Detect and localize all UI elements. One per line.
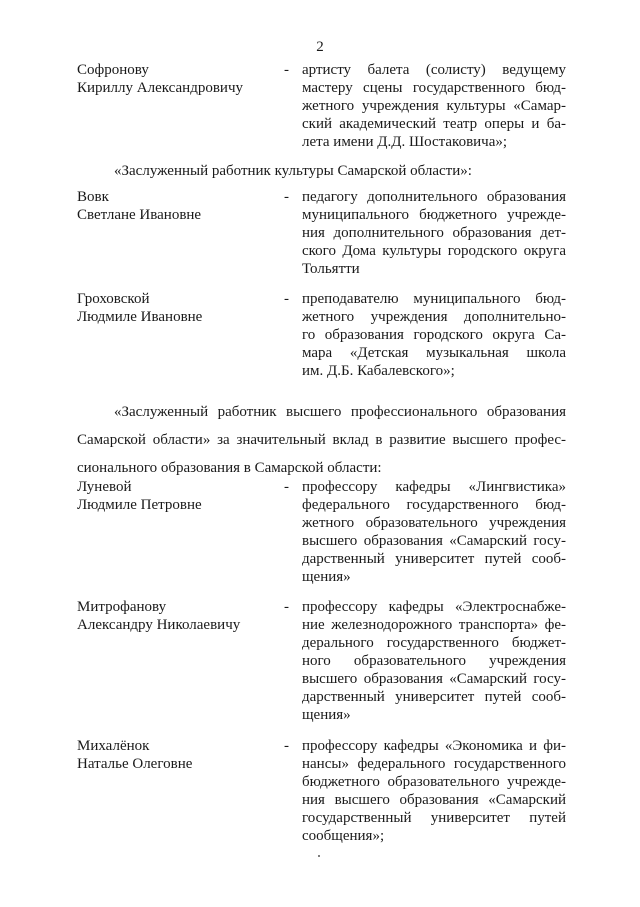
position-line: лета имени Д.Д. Шостаковича»;: [302, 134, 508, 150]
heading-line: Самарской области» за значительный вклад в развитие высшего профес-: [77, 432, 566, 448]
page-number: 2: [316, 39, 324, 55]
heading-line: «Заслуженный работник культуры Самарской области»:: [114, 163, 472, 179]
heading-line: сионального образования в Самарской области:: [77, 460, 382, 476]
recipient-position: [302, 290, 566, 380]
position-line: мастеру сцены государственного бюд-: [302, 80, 566, 96]
recipient-name: [77, 188, 277, 224]
dash-separator: -: [284, 62, 289, 78]
position-line: дарственный университет путей сооб-: [302, 551, 566, 567]
position-line: высшего образования «Самарский госу-: [302, 671, 566, 687]
recipient-name: [77, 737, 277, 773]
position-line: ния дополнительного образования дет-: [302, 225, 566, 241]
award-title-heading: [77, 162, 566, 180]
position-line: го образования городского округа Са-: [302, 327, 566, 343]
position-line: ние железнодорожного транспорта» фе-: [302, 617, 566, 633]
position-line: ский академический театр оперы и ба-: [302, 116, 566, 132]
recipient-position: [302, 61, 566, 151]
dash-separator: -: [284, 738, 289, 754]
heading-line: «Заслуженный работник высшего профессионального образования: [114, 404, 566, 420]
position-line: педагогу дополнительного образования: [302, 189, 566, 205]
surname: Софронову: [77, 62, 149, 78]
scan-speck: [318, 855, 320, 857]
position-line: ного образовательного учреждения: [302, 653, 566, 669]
recipient-name: [77, 598, 277, 634]
position-line: дерального государственного бюджет-: [302, 635, 566, 651]
recipient-name: [77, 478, 277, 514]
surname: Митрофанову: [77, 599, 167, 615]
position-line: преподавателю муниципального бюд-: [302, 291, 566, 307]
position-line: высшего образования «Самарский госу-: [302, 533, 566, 549]
position-line: мара «Детская музыкальная школа: [302, 345, 566, 361]
position-line: щения»: [302, 707, 351, 723]
surname: Гроховской: [77, 291, 150, 307]
recipient-position: [302, 737, 566, 845]
position-line: нансы» федерального государственного: [302, 756, 566, 772]
dash-separator: -: [284, 189, 289, 205]
position-line: профессору кафедры «Лингвистика»: [302, 479, 566, 495]
recipient-name: [77, 290, 277, 326]
position-line: им. Д.Б. Кабалевского»;: [302, 363, 455, 379]
given-names: Светлане Ивановне: [77, 207, 202, 223]
given-names: Наталье Олеговне: [77, 756, 193, 772]
position-line: жетного учреждения дополнительно-: [302, 309, 566, 325]
position-line: бюджетного образовательного учрежде-: [302, 774, 566, 790]
recipient-name: [77, 61, 277, 97]
position-line: ния высшего образования «Самарский: [302, 792, 566, 808]
recipient-position: [302, 478, 566, 586]
given-names: Людмиле Петровне: [77, 497, 202, 513]
position-line: профессору кафедры «Экономика и фи-: [302, 738, 566, 754]
dash-separator: -: [284, 291, 289, 307]
dash-separator: -: [284, 599, 289, 615]
position-line: щения»: [302, 569, 351, 585]
position-line: Тольятти: [302, 261, 360, 277]
recipient-position: [302, 598, 566, 724]
position-line: профессору кафедры «Электроснабже-: [302, 599, 566, 615]
given-names: Кириллу Александровичу: [77, 80, 243, 96]
surname: Луневой: [77, 479, 132, 495]
award-title-heading: [77, 398, 566, 482]
surname: Вовк: [77, 189, 109, 205]
position-line: муниципального бюджетного учрежде-: [302, 207, 566, 223]
dash-separator: -: [284, 479, 289, 495]
recipient-position: [302, 188, 566, 278]
position-line: сообщения»;: [302, 828, 385, 844]
position-line: жетного учреждения культуры «Самар-: [302, 98, 566, 114]
position-line: федерального государственного бюд-: [302, 497, 566, 513]
position-line: государственный университет путей: [302, 810, 566, 826]
given-names: Людмиле Ивановне: [77, 309, 203, 325]
given-names: Александру Николаевичу: [77, 617, 241, 633]
position-line: жетного образовательного учреждения: [302, 515, 566, 531]
position-line: артисту балета (солисту) ведущему: [302, 62, 566, 78]
position-line: дарственный университет путей сооб-: [302, 689, 566, 705]
position-line: ского Дома культуры городского округа: [302, 243, 566, 259]
surname: Михалёнок: [77, 738, 150, 754]
